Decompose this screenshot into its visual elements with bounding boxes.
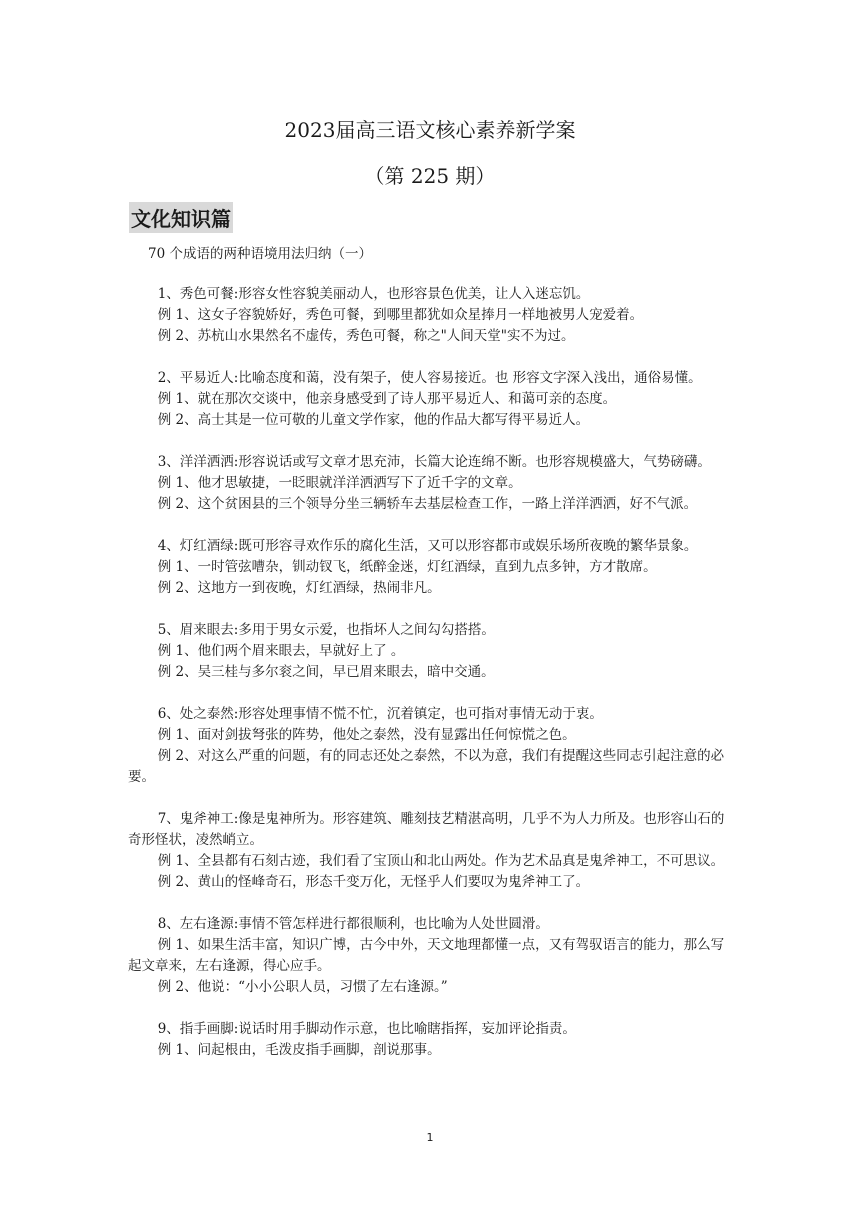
idiom-example: 例 1、他才思敏捷，一眨眼就洋洋洒洒写下了近千字的文章。 [157,475,522,491]
issue-number: （第 225 期） [364,164,496,188]
idiom-definition: 7、鬼斧神工:像是鬼神所为。形容建筑、雕刻技艺精湛高明，几乎不为人力所及。也形容山石的奇形怪状，凌然峭立。 [128,811,725,848]
idiom-entry [128,452,732,515]
idiom-example: 例 1、面对剑拔弩张的阵势，他处之泰然，没有显露出任何惊慌之色。 [157,727,576,743]
idiom-example: 例 1、问起根由，毛泼皮指手画脚，剖说那事。 [157,1042,441,1058]
idiom-example: 例 1、这女子容貌娇好，秀色可餐，到哪里都犹如众星捧月一样地被男人宠爱着。 [157,307,644,323]
idiom-example: 例 2、对这么严重的问题，有的同志还处之泰然，不以为意，我们有提醒这些同志引起注意的必要。 [128,748,725,785]
document-title: 2023届高三语文核心素养新学案 [284,118,576,142]
idiom-example: 例 2、高士其是一位可敬的儿童文学作家，他的作品大都写得平易近人。 [157,412,590,428]
idiom-example: 例 1、如果生活丰富，知识广博，古今中外，天文地理都懂一点，又有驾驭语言的能力，那么写起文章来，左右逢源，得心应手。 [128,937,725,974]
idiom-example: 例 2、这地方一到夜晚，灯红酒绿，热闹非凡。 [157,580,441,596]
idiom-definition: 3、洋洋洒洒:形容说话或写文章才思充沛，长篇大论连绵不断。也形容规模盛大，气势磅礴。 [157,454,711,470]
idiom-definition: 1、秀色可餐:形容女性容貌美丽动人，也形容景色优美，让人入迷忘饥。 [157,286,590,302]
idiom-example: 例 2、这个贫困县的三个领导分坐三辆轿车去基层检查工作，一路上洋洋洒洒，好不气派。 [157,496,698,512]
idiom-example: 例 2、吴三桂与多尔衮之间，早已眉来眼去，暗中交通。 [157,664,495,680]
article-subtitle: 70 个成语的两种语境用法归纳（一） [148,246,372,262]
idiom-example: 例 1、全县都有石刻古迹，我们看了宝顶山和北山两处。作为艺术品真是鬼斧神工，不可思议。 [157,853,725,869]
idiom-example: 例 2、苏杭山水果然名不虚传，秀色可餐，称之"人间天堂"实不为过。 [157,328,575,344]
idiom-definition: 6、处之泰然:形容处理事情不慌不忙，沉着镇定，也可指对事情无动于衷。 [157,706,603,722]
idiom-entry [128,809,732,893]
idiom-definition: 2、平易近人:比喻态度和蔼，没有架子，使人容易接近。也 形容文字深入浅出，通俗易懂。 [157,370,702,386]
idiom-example: 例 2、黄山的怪峰奇石，形态千变万化，无怪乎人们要叹为鬼斧神工了。 [157,874,590,890]
idiom-definition: 5、眉来眼去:多用于男女示爱，也指坏人之间勾勾搭搭。 [157,622,495,638]
idiom-definition: 8、左右逢源:事情不管怎样进行都很顺利，也比喻为人处世圆滑。 [157,916,549,932]
section-heading: 文化知识篇 [129,202,233,233]
idiom-example: 例 1、他们两个眉来眼去，早就好上了 。 [157,643,405,659]
idiom-entry [128,536,732,599]
idiom-entry [128,620,732,683]
idiom-entry [128,1019,732,1061]
idiom-entry [128,914,732,998]
idiom-example: 例 1、一时管弦嘈杂，钏动钗飞，纸醉金迷，灯红酒绿，直到九点多钟，方才散席。 [157,559,657,575]
idiom-entry [128,704,732,788]
idiom-definition: 9、指手画脚:说话时用手脚动作示意，也比喻瞎指挥，妄加评论指责。 [157,1021,576,1037]
idiom-example: 例 2、他说：“小小公职人员，习惯了左右逢源。” [157,979,448,995]
idiom-list [128,284,732,1082]
idiom-entry [128,368,732,431]
idiom-definition: 4、灯红酒绿:既可形容寻欢作乐的腐化生活，又可以形容都市或娱乐场所夜晚的繁华景象。 [157,538,698,554]
idiom-entry [128,284,732,347]
page-number: 1 [426,1131,434,1144]
idiom-example: 例 1、就在那次交谈中，他亲身感受到了诗人那平易近人、和蔼可亲的态度。 [157,391,617,407]
